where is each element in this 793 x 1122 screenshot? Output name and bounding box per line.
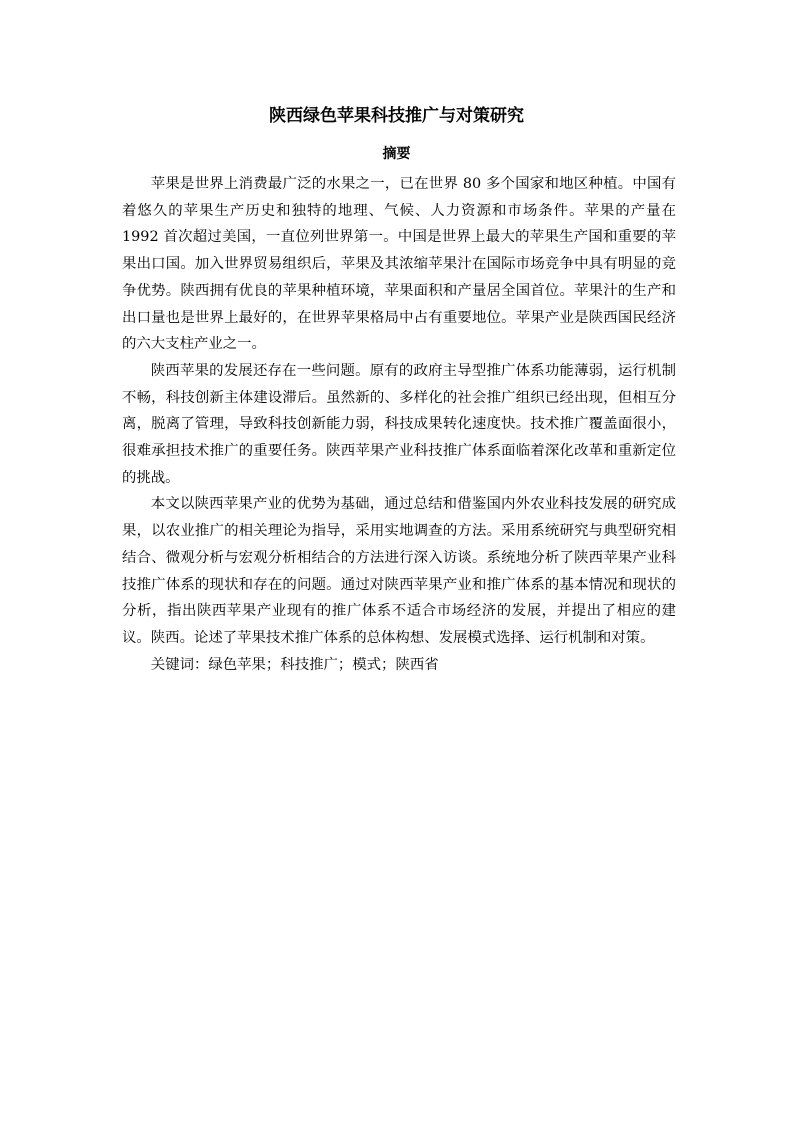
abstract-paragraph-3: 本文以陕西苹果产业的优势为基础，通过总结和借鉴国内外农业科技发展的研究成果，以农业推广的相关理论为指导，采用实地调查的方法。采用系统研究与典型研究相结合、微观分析与宏观分析相结合的方法进行深入访谈。系统地分析了陕西苹果产业科技推广体系的现状和存在的问题。通过对陕西苹果产业和推广体系的基本情况和现状的分析，指出陕西苹果产业现有的推广体系不适合市场经济的发展，并提出了相应的建议。陕西。论述了苹果技术推广体系的总体构想、发展模式选择、运行机制和对策。 (122, 496, 676, 646)
document-title: 陕西绿色苹果科技推广与对策研究 (269, 106, 524, 126)
keywords-line: 关键词：绿色苹果；科技推广；模式；陕西省 (150, 656, 439, 673)
abstract-heading: 摘要 (382, 146, 411, 162)
abstract-paragraph-2: 陕西苹果的发展还存在一些问题。原有的政府主导型推广体系功能薄弱，运行机制不畅，科技创新主体建设滞后。虽然新的、多样化的社会推广组织已经出现，但相互分离，脱离了管理，导致科技创新能力弱，科技成果转化速度快。技术推广覆盖面很小，很难承担技术推广的重要任务。陕西苹果产业科技推广体系面临着深化改革和重新定位的挑战。 (122, 362, 676, 486)
abstract-body (122, 171, 676, 678)
abstract-paragraph-1: 苹果是世界上消费最广泛的水果之一，已在世界 80 多个国家和地区种植。中国有着悠久的苹果生产历史和独特的地理、气候、人力资源和市场条件。苹果的产量在 1992 首次超过美国，一直位列世界第一。中国是世界上最大的苹果生产国和重要的苹果出口国。加入世界贸易组织后，苹果及其浓缩苹果汁在国际市场竞争中具有明显的竞争优势。陕西拥有优良的苹果种植环境，苹果面积和产量居全国首位。苹果汁的生产和出口量也是世界上最好的，在世界苹果格局中占有重要地位。苹果产业是陕西国民经济的六大支柱产业之一。 (122, 176, 676, 353)
